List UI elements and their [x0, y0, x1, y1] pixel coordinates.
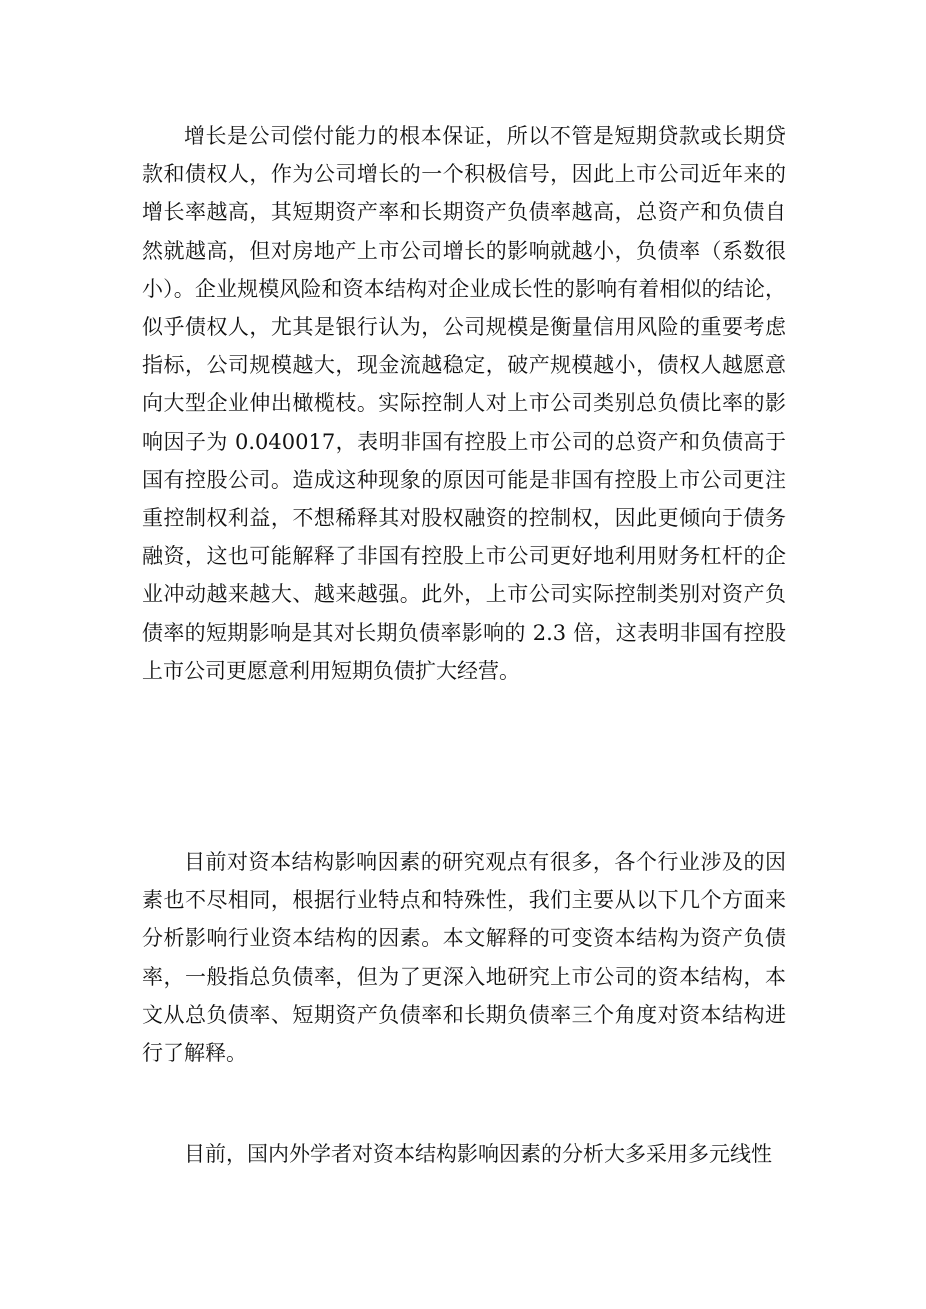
paragraph-capital-structure-factors: 目前对资本结构影响因素的研究观点有很多，各个行业涉及的因素也不尽相同，根据行业特点和特殊性，我们主要从以下几个方面来分析影响行业资本结构的因素。本文解释的可变资本结构为资产负债率，一般指总负债率，但为了更深入地研究上市公司的资本结构，本文从总负债率、短期资产负债率和长期负债率三个角度对资本结构进行了解释。 [142, 850, 786, 1066]
paragraph-research-methods: 目前，国内外学者对资本结构影响因素的分析大多采用多元线性 [184, 1142, 772, 1166]
paragraph-growth-and-leverage: 增长是公司偿付能力的根本保证，所以不管是短期贷款或长期贷款和债权人，作为公司增长的一个积极信号，因此上市公司近年来的增长率越高，其短期资产率和长期资产负债率越高，总资产和负债自然就越高，但对房地产上市公司增长的影响就越小，负债率（系数很小）。企业规模风险和资本结构对企业成长性的影响有着相似的结论，似乎债权人，尤其是银行认为，公司规模是衡量信用风险的重要考虑指标，公司规模越大，现金流越稳定，破产规模越小，债权人越愿意向大型企业伸出橄榄枝。实际控制人对上市公司类别总负债比率的影响因子为 0.040017，表明非国有控股上市公司的总资产和负债高于国有控股公司。造成这种现象的原因可能是非国有控股上市公司更注重控制权利益，不想稀释其对股权融资的控制权，因此更倾向于债务融资，这也可能解释了非国有控股上市公司更好地利用财务杠杆的企业冲动越来越大、越来越强。此外，上市公司实际控制类别对资产负债率的短期影响是其对长期负债率影响的 2.3 倍，这表明非国有控股上市公司更愿意利用短期负债扩大经营。 [142, 124, 786, 683]
